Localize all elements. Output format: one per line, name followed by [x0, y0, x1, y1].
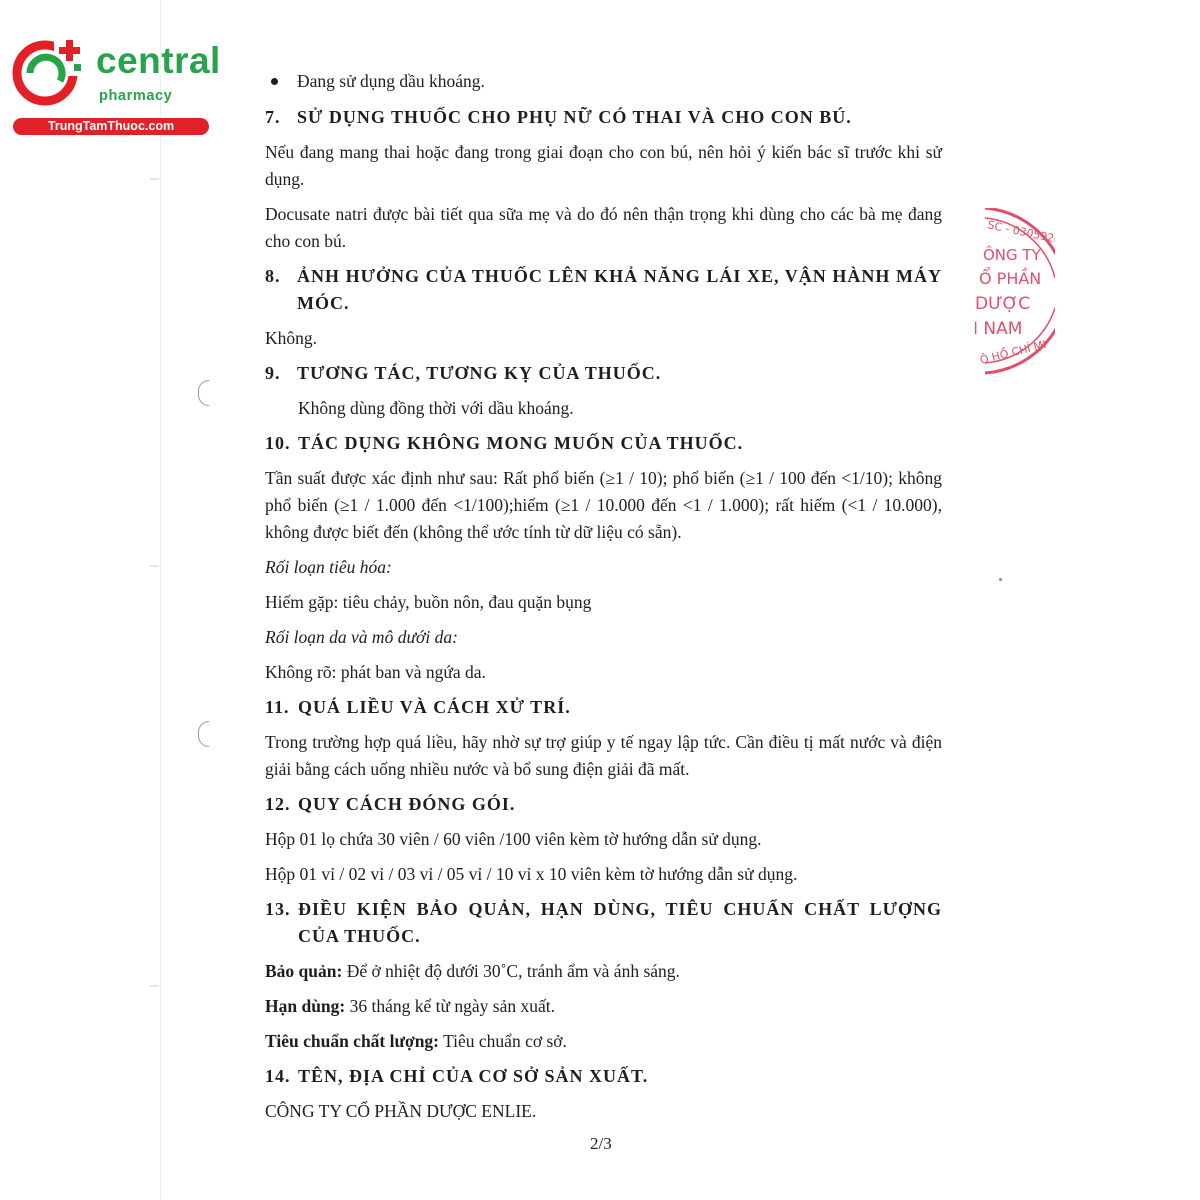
- punch-hole-mark: [198, 380, 209, 406]
- storage-line: Bảo quản: Để ở nhiệt độ dưới 30˚C, tránh ẩm và ánh sáng.: [265, 961, 680, 981]
- stamp-line: Ổ PHẦN: [979, 269, 1042, 288]
- section-8-heading: 8. ẢNH HƯỞNG CỦA THUỐC LÊN KHẢ NĂNG LÁI XE, VẬN HÀNH MÁY MÓC.: [265, 266, 942, 313]
- expiry-line: Hạn dùng: 36 tháng kể từ ngày sản xuất.: [265, 996, 555, 1016]
- section-7-paragraph-2: Docusate natri được bài tiết qua sữa mẹ và do đó nên thận trọng khi dùng cho các bà mẹ đang cho con bú.: [265, 204, 942, 251]
- logo-url-badge[interactable]: TrungTamThuoc.com: [13, 118, 209, 135]
- section-11-heading: 11. QUÁ LIỀU VÀ CÁCH XỬ TRÍ.: [265, 697, 571, 717]
- scan-mark: [150, 985, 159, 987]
- section-9-heading: 9. TƯƠNG TÁC, TƯƠNG KỴ CỦA THUỐC.: [265, 363, 662, 383]
- section-10-subheading-1: Rối loạn tiêu hóa:: [265, 557, 392, 577]
- section-7-paragraph-1: Nếu đang mang thai hoặc đang trong giai đoạn cho con bú, nên hỏi ý kiến bác sĩ trước khi sử dụng.: [265, 142, 942, 189]
- section-13-heading: 13. ĐIỀU KIỆN BẢO QUẢN, HẠN DÙNG, TIÊU CHUẨN CHẤT LƯỢNG CỦA THUỐC.: [265, 899, 942, 946]
- document-body: [265, 68, 942, 1133]
- stamp-line: I NAM: [975, 319, 1023, 339]
- section-10-subheading-2: Rối loạn da và mô dưới da:: [265, 627, 458, 647]
- stamp-code: SC - 0305920: [986, 218, 1055, 247]
- section-14-heading: 14. TÊN, ĐỊA CHỈ CỦA CƠ SỞ SẢN XUẤT.: [265, 1066, 649, 1086]
- manufacturer-name: CÔNG TY CỔ PHẦN DƯỢC ENLIE.: [265, 1101, 537, 1121]
- section-9-paragraph: Không dùng đồng thời với dầu khoáng.: [298, 398, 574, 418]
- bullet-icon: [271, 78, 278, 85]
- stamp-line: ÔNG TY: [983, 246, 1041, 264]
- logo-name: central: [96, 40, 221, 81]
- section-10-paragraph-1: Tần suất được xác định như sau: Rất phổ biến (≥1 / 10); phổ biến (≥1 / 100 đến <1/10); không phổ biến (≥1 / 1.000 đến <1/100);hiếm (≥1 / 10.000 đến <1 / 1.000); rất hiếm (<1 / 10.000), không được biết đến (không thể ước tính từ dữ liệu có sẵn).: [265, 468, 942, 542]
- stamp-line: DƯỢC: [975, 294, 1031, 314]
- logo-subtitle: pharmacy: [99, 88, 173, 104]
- section-10-paragraph-3: Không rõ: phát ban và ngứa da.: [265, 662, 486, 682]
- scan-mark: [150, 565, 159, 567]
- speck: [999, 578, 1002, 581]
- section-10-paragraph-2: Hiếm gặp: tiêu chảy, buồn nôn, đau quặn bụng: [265, 592, 592, 612]
- quality-standard-line: Tiêu chuẩn chất lượng: Tiêu chuẩn cơ sở.: [265, 1031, 567, 1051]
- section-12-paragraph-1: Hộp 01 lọ chứa 30 viên / 60 viên /100 viên kèm tờ hướng dẫn sử dụng.: [265, 829, 762, 849]
- punch-hole-mark: [198, 721, 209, 747]
- page-number: 2/3: [590, 1134, 612, 1153]
- company-stamp: [975, 208, 1055, 388]
- scan-mark: [150, 178, 159, 180]
- bullet-item: Đang sử dụng dầu khoáng.: [265, 68, 942, 95]
- section-12-heading: 12. QUY CÁCH ĐÓNG GÓI.: [265, 794, 516, 814]
- central-pharmacy-logo[interactable]: [10, 36, 221, 136]
- section-8-paragraph: Không.: [265, 328, 318, 348]
- stamp-city: Ô HỒ CHÍ MI: [978, 337, 1048, 367]
- section-7-heading: 7. SỬ DỤNG THUỐC CHO PHỤ NỮ CÓ THAI VÀ CHO CON BÚ.: [265, 107, 852, 127]
- pharmacy-cross-c-icon: [10, 36, 94, 120]
- scan-margin-line: [160, 0, 161, 1200]
- section-10-heading: 10. TÁC DỤNG KHÔNG MONG MUỐN CỦA THUỐC.: [265, 433, 744, 453]
- section-12-paragraph-2: Hộp 01 vỉ / 02 vỉ / 03 vỉ / 05 vỉ / 10 vỉ x 10 viên kèm tờ hướng dẫn sử dụng.: [265, 864, 798, 884]
- section-11-paragraph: Trong trường hợp quá liều, hãy nhờ sự trợ giúp y tế ngay lập tức. Cần điều tị mất nước và điện giải bằng cách uống nhiều nước và bổ sung điện giải đã mất.: [265, 732, 942, 779]
